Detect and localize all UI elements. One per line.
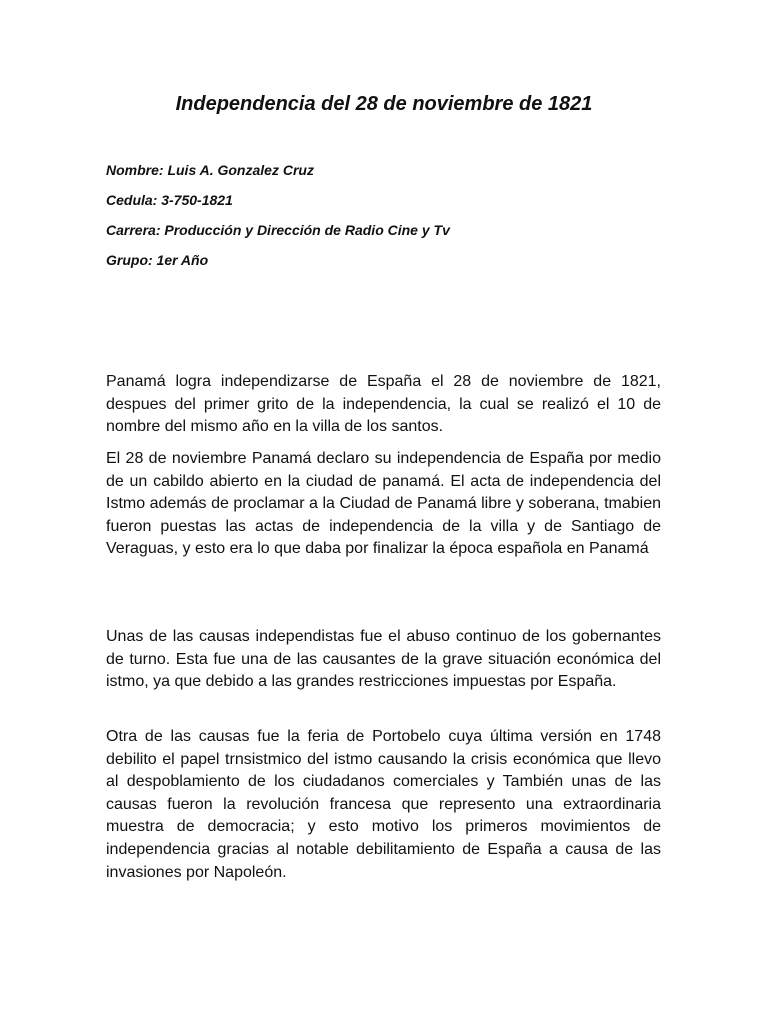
student-career: Carrera: Producción y Dirección de Radio Cine y Tv (106, 222, 450, 238)
student-id: Cedula: 3-750-1821 (106, 192, 233, 208)
paragraph-3: Unas de las causas independistas fue el abuso continuo de los gobernantes de turno. Esta fue una de las causantes de la grave situación económica del istmo, ya que debido a las grandes restricciones impuestas por España. (106, 628, 661, 691)
student-name: Nombre: Luis A. Gonzalez Cruz (106, 162, 314, 178)
paragraph-1: Panamá logra independizarse de España el 28 de noviembre de 1821, despues del primer grito de la independencia, la cual se realizó el 10 de nombre del mismo año en la villa de los santos. (106, 373, 661, 436)
paragraph-2: El 28 de noviembre Panamá declaro su independencia de España por medio de un cabildo abierto en la ciudad de panamá. El acta de independencia del Istmo además de proclamar a la Ciudad de Panamá libre y soberana, tmabien fueron puestas las actas de independencia de la villa y de Santiago de Veraguas, y esto era lo que daba por finalizar la época española en Panamá (106, 450, 661, 558)
document-title: Independencia del 28 de noviembre de 1821 (175, 93, 593, 115)
student-group: Grupo: 1er Año (106, 252, 209, 268)
student-info (106, 160, 666, 280)
paragraph-4: Otra de las causas fue la feria de Portobelo cuya última versión en 1748 debilito el papel trnsistmico del istmo causando la crisis económica que llevo al despoblamiento de los ciudadanos comerciales y También unas de las causas fueron la revolución francesa que represento una extraordinaria muestra de democracia; y esto motivo los primeros movimientos de independencia gracias al notable debilitamiento de España a causa de las invasiones por Napoleón. (106, 728, 661, 881)
